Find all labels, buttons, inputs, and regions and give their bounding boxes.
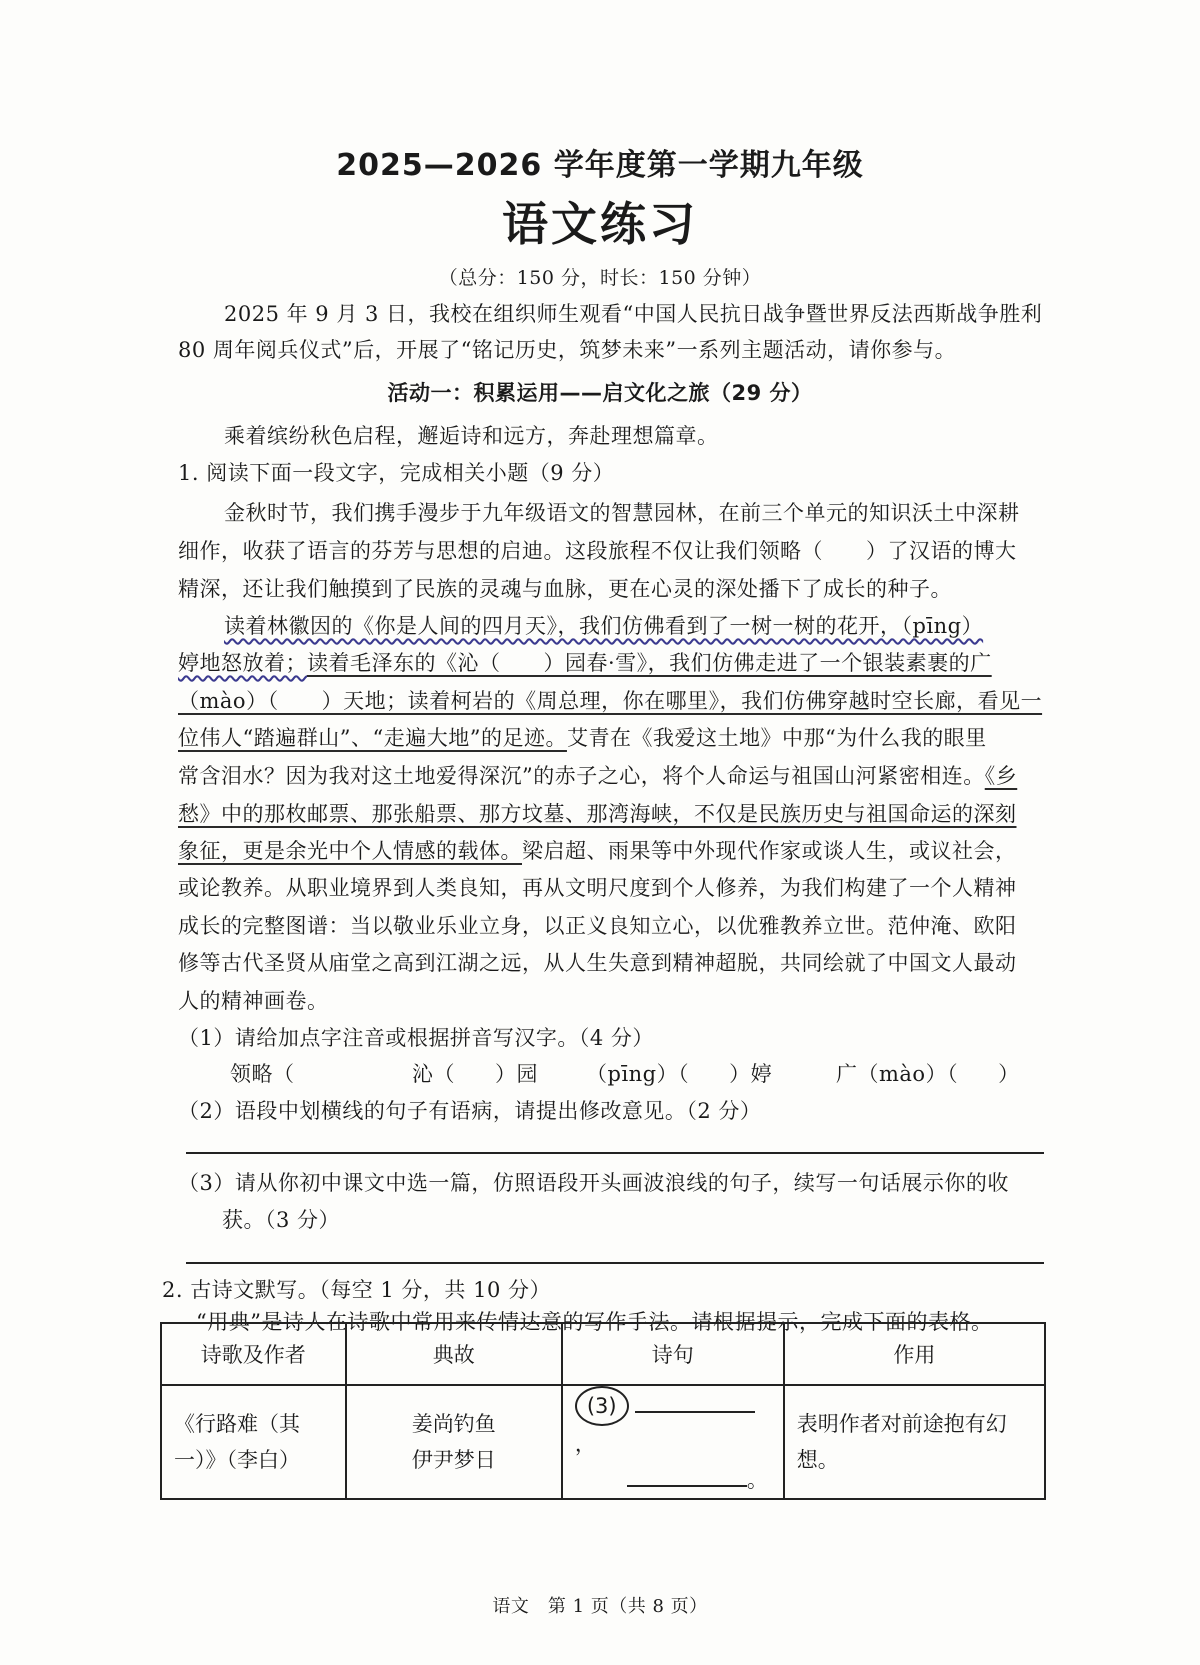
subquestion-1-item-c: （pīng）（ ）婷: [586, 1062, 773, 1086]
subquestion-3-line-2: 获。（3 分）: [222, 1208, 341, 1232]
subquestion-2: （2）语段中划横线的句子有语病，请提出修改意见。（2 分）: [178, 1099, 762, 1123]
passage-text: 常含泪水？因为我对这土地爱得深沉”的赤子之心，将个人命运与祖国山河紧密相连。: [178, 764, 985, 788]
table-header: 诗句: [562, 1323, 784, 1385]
subquestion-1-item-a: 领略（: [230, 1062, 295, 1086]
subquestion-1-item-b: 沁（ ）园: [412, 1062, 538, 1086]
underlined-sentence: 读着毛泽东的《沁（ ）园春·雪》，我们仿佛走进了一个银装素裹的广: [307, 651, 992, 675]
wavy-sentence-end: 婷地怒放着；: [178, 651, 307, 675]
intro-line-2: 80 周年阅兵仪式”后，开展了“铭记历史，筑梦未来”一系列主题活动，请你参与。: [178, 338, 957, 362]
fill-blank[interactable]: [635, 1389, 755, 1413]
passage-line: 成长的完整图谱：当以敬业乐业立身，以正义良知立心，以优雅教养立世。范仲淹、欧阳: [178, 914, 1017, 938]
passage-line: [178, 685, 1042, 715]
passage-line: 修等古代圣贤从庙堂之高到江湖之远，从人生失意到精神超脱，共同绘就了中国文人最动: [178, 951, 1017, 975]
subquestion-1-item-d: 广（mào）（ ）: [836, 1062, 1020, 1086]
passage-line: [224, 610, 983, 640]
table-header-row: [161, 1323, 1045, 1385]
page-footer: 语文 第 1 页（共 8 页）: [492, 1596, 708, 1617]
table-cell-verse: (3)， 。: [562, 1385, 784, 1499]
passage-line: 或论教养。从职业境界到人类良知，再从文明尺度到个人修养，为我们构建了一个人精神: [178, 876, 1017, 900]
passage-text: 艾青在《我爱这土地》中那“为什么我的眼里: [566, 726, 987, 750]
passage-line: [178, 647, 992, 677]
answer-line[interactable]: [186, 1262, 1044, 1264]
wavy-sentence: 读着林徽因的《你是人间的四月天》，我们仿佛看到了一树一树的花开，（pīng）: [224, 614, 984, 638]
fill-blank[interactable]: [627, 1463, 747, 1487]
subquestion-1: （1）请给加点字注音或根据拼音写汉字。（4 分）: [178, 1026, 654, 1050]
underlined-sentence: 《乡: [984, 764, 1018, 788]
passage-line: 金秋时节，我们携手漫步于九年级语文的智慧园林，在前三个单元的知识沃土中深耕: [224, 501, 1020, 525]
table-cell-allusion: 姜尚钓鱼 伊尹梦日: [346, 1385, 562, 1499]
exam-title: 2025—2026 学年度第一学期九年级: [336, 148, 864, 183]
table-header: 典故: [346, 1323, 562, 1385]
answer-line[interactable]: [186, 1152, 1044, 1154]
passage-text: 梁启超、雨果等中外现代作家或谈人生，或议社会，: [522, 839, 1017, 863]
subquestion-3-line-1: （3）请从你初中课文中选一篇，仿照语段开头画波浪线的句子，续写一句话展示你的收: [178, 1171, 1009, 1195]
passage-line: [178, 760, 1017, 790]
allusion-table: [160, 1322, 1046, 1500]
activity-1-lead: 乘着缤纷秋色启程，邂逅诗和远方，奔赴理想篇章。: [224, 424, 719, 448]
table-cell-effect: 表明作者对前途抱有幻想。: [784, 1385, 1045, 1499]
question-2-lead: “用典”是诗人在诗歌中常用来传情达意的写作手法。请根据提示，完成下面的表格。: [196, 1310, 993, 1334]
activity-1-title: 活动一：积累运用——启文化之旅（29 分）: [387, 381, 813, 405]
underlined-sentence: 象征，更是余光中个人情感的载体。: [178, 839, 522, 863]
table-row: [161, 1385, 1045, 1499]
table-cell-poem: 《行路难（其一）》（李白）: [161, 1385, 346, 1499]
passage-line: 人的精神画卷。: [178, 989, 329, 1013]
table-header: 作用: [784, 1323, 1045, 1385]
underlined-sentence: 位伟人“踏遍群山”、“走遍大地”的足迹。: [178, 726, 567, 750]
intro-line-1: 2025 年 9 月 3 日，我校在组织师生观看“中国人民抗日战争暨世界反法西斯战争胜利: [224, 302, 1043, 326]
table-header: 诗歌及作者: [161, 1323, 346, 1385]
passage-line: [178, 798, 1017, 828]
question-2-title: 2. 古诗文默写。（每空 1 分，共 10 分）: [162, 1278, 551, 1302]
exam-meta: （总分：150 分，时长：150 分钟）: [438, 267, 762, 289]
underlined-sentence: （mào）（ ）天地；读着柯岩的《周总理，你在哪里》，我们仿佛穿越时空长廊，看见一: [178, 689, 1043, 713]
question-1-title: 1. 阅读下面一段文字，完成相关小题（9 分）: [178, 461, 615, 485]
blank-number: (3): [575, 1386, 629, 1426]
passage-line: [178, 835, 1017, 865]
passage-line: 细作，收获了语言的芬芳与思想的启迪。这段旅程不仅让我们领略（ ）了汉语的博大: [178, 539, 1017, 563]
passage-line: [178, 722, 987, 752]
exam-subject: 语文练习: [502, 197, 698, 251]
underlined-sentence: 愁》中的那枚邮票、那张船票、那方坟墓、那湾海峡，不仅是民族历史与祖国命运的深刻: [178, 802, 1017, 826]
passage-line: 精深，还让我们触摸到了民族的灵魂与血脉，更在心灵的深处播下了成长的种子。: [178, 577, 952, 601]
